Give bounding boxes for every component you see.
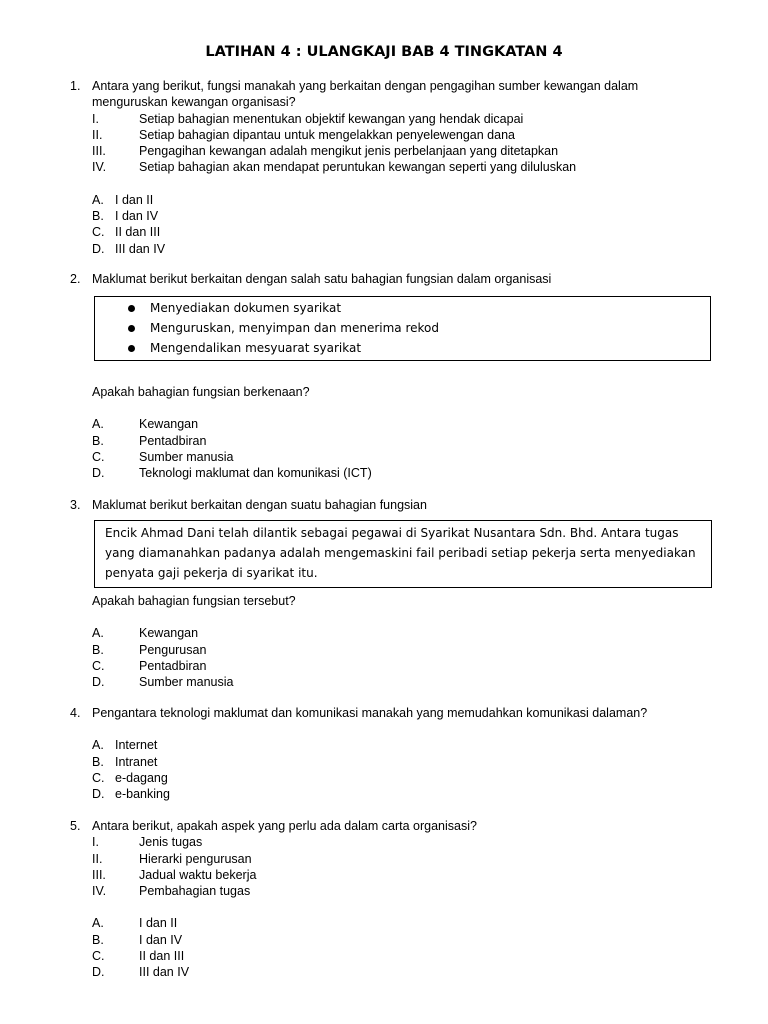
answer-option bbox=[92, 770, 710, 786]
option-text: Internet bbox=[115, 738, 158, 753]
question-stem bbox=[70, 78, 710, 111]
prompt-text: Apakah bahagian fungsian tersebut? bbox=[92, 594, 296, 608]
statement-label: III. bbox=[92, 867, 106, 882]
answer-option bbox=[92, 964, 710, 980]
option-text: Sumber manusia bbox=[139, 675, 234, 690]
statement-text: Jadual waktu bekerja bbox=[139, 867, 257, 882]
statement-text: Setiap bahagian dipantau untuk mengelakkan penyelewengan dana bbox=[139, 127, 515, 142]
option-text: Intranet bbox=[115, 754, 158, 769]
question-text: Pengantara teknologi maklumat dan komunikasi manakah yang memudahkan komunikasi dalaman? bbox=[92, 706, 648, 720]
statement-text: Pengagihan kewangan adalah mengikut jenis perbelanjaan yang ditetapkan bbox=[139, 144, 559, 159]
statement-text: Pembahagian tugas bbox=[139, 884, 251, 899]
question-3 bbox=[70, 497, 710, 513]
option-label: B. bbox=[92, 754, 104, 769]
info-box bbox=[94, 520, 712, 588]
statement-label: IV. bbox=[92, 884, 107, 899]
question-number: 5. bbox=[70, 819, 81, 833]
answer-option bbox=[92, 625, 710, 641]
option-label: B. bbox=[92, 433, 104, 448]
question-2 bbox=[70, 271, 710, 287]
question-prompt bbox=[70, 384, 710, 400]
answer-option bbox=[92, 948, 710, 964]
answer-option bbox=[92, 754, 710, 770]
option-label: C. bbox=[92, 770, 105, 785]
option-text: e-dagang bbox=[115, 770, 168, 785]
info-list-item bbox=[95, 338, 710, 358]
question-2-answers bbox=[70, 384, 710, 481]
answer-option bbox=[92, 915, 710, 931]
statement bbox=[92, 883, 710, 899]
answer-option bbox=[92, 737, 710, 753]
answer-option bbox=[92, 642, 710, 658]
option-label: A. bbox=[92, 192, 104, 207]
option-text: Kewangan bbox=[139, 417, 199, 432]
option-text: III dan IV bbox=[139, 965, 190, 980]
option-label: C. bbox=[92, 225, 105, 240]
option-label: D. bbox=[92, 466, 105, 481]
statement-label: I. bbox=[92, 835, 99, 850]
option-label: C. bbox=[92, 449, 105, 464]
question-4 bbox=[70, 705, 710, 802]
info-box bbox=[94, 296, 711, 361]
answer-option bbox=[92, 433, 710, 449]
statement bbox=[92, 867, 710, 883]
option-label: C. bbox=[92, 949, 105, 964]
statement bbox=[92, 159, 710, 175]
question-stem bbox=[70, 705, 710, 721]
info-list-item bbox=[95, 318, 710, 338]
option-label: D. bbox=[92, 965, 105, 980]
option-text: I dan II bbox=[139, 916, 178, 931]
statement bbox=[92, 834, 710, 850]
option-label: D. bbox=[92, 241, 105, 256]
answer-option bbox=[92, 465, 710, 481]
question-number: 4. bbox=[70, 706, 81, 720]
question-text: Antara berikut, apakah aspek yang perlu ada dalam carta organisasi? bbox=[92, 819, 477, 833]
question-text: Maklumat berikut berkaitan dengan salah satu bahagian fungsian dalam organisasi bbox=[92, 272, 552, 286]
option-text: III dan IV bbox=[115, 241, 166, 256]
option-label: A. bbox=[92, 626, 104, 641]
option-label: D. bbox=[92, 675, 105, 690]
question-number: 1. bbox=[70, 79, 81, 93]
statement bbox=[92, 143, 710, 159]
question-text: Antara yang berikut, fungsi manakah yang berkaitan dengan pengagihan sumber kewangan dalam menguruskan kewangan organisasi? bbox=[92, 79, 639, 110]
bullet-icon bbox=[128, 345, 135, 352]
prompt-text: Apakah bahagian fungsian berkenaan? bbox=[92, 385, 310, 399]
question-stem bbox=[70, 271, 710, 287]
answer-option bbox=[92, 224, 710, 240]
statement bbox=[92, 851, 710, 867]
option-label: C. bbox=[92, 658, 105, 673]
option-text: Teknologi maklumat dan komunikasi (ICT) bbox=[139, 466, 372, 481]
option-label: A. bbox=[92, 916, 104, 931]
answer-option bbox=[92, 674, 710, 690]
question-text: Maklumat berikut berkaitan dengan suatu bahagian fungsian bbox=[92, 498, 427, 512]
answer-option bbox=[92, 449, 710, 465]
option-text: I dan IV bbox=[139, 932, 183, 947]
info-paragraph: Encik Ahmad Dani telah dilantik sebagai pegawai di Syarikat Nusantara Sdn. Bhd. Antara tugas yang diamanahkan padanya adalah mengemaskini fail peribadi setiap pekerja serta menyediakan penyata gaji pekerja di syarikat itu. bbox=[105, 526, 696, 580]
option-label: A. bbox=[92, 738, 104, 753]
option-label: B. bbox=[92, 642, 104, 657]
question-5 bbox=[70, 818, 710, 981]
option-label: A. bbox=[92, 417, 104, 432]
question-number: 3. bbox=[70, 498, 81, 512]
bullet-icon bbox=[128, 305, 135, 312]
answer-option bbox=[92, 192, 710, 208]
option-label: B. bbox=[92, 209, 104, 224]
info-list-item bbox=[95, 298, 710, 318]
answer-option bbox=[92, 208, 710, 224]
statement-text: Jenis tugas bbox=[139, 835, 203, 850]
statement-label: II. bbox=[92, 127, 103, 142]
statement-text: Setiap bahagian menentukan objektif kewangan yang hendak dicapai bbox=[139, 111, 524, 126]
question-1 bbox=[70, 78, 710, 257]
statement-text: Setiap bahagian akan mendapat peruntukan kewangan seperti yang diluluskan bbox=[139, 160, 577, 175]
info-item-text: Mengendalikan mesyuarat syarikat bbox=[150, 341, 362, 355]
question-stem bbox=[70, 818, 710, 834]
question-3-answers bbox=[70, 593, 710, 690]
answer-option bbox=[92, 416, 710, 432]
option-text: I dan IV bbox=[115, 209, 159, 224]
statement-text: Hierarki pengurusan bbox=[139, 851, 252, 866]
option-text: Pengurusan bbox=[139, 642, 207, 657]
answer-option bbox=[92, 786, 710, 802]
statement bbox=[92, 111, 710, 127]
option-text: Pentadbiran bbox=[139, 433, 207, 448]
option-text: Sumber manusia bbox=[139, 449, 234, 464]
answer-option bbox=[92, 241, 710, 257]
statement-label: II. bbox=[92, 851, 103, 866]
option-text: II dan III bbox=[115, 225, 161, 240]
question-number: 2. bbox=[70, 272, 81, 286]
page-title: LATIHAN 4 : ULANGKAJI BAB 4 TINGKATAN 4 bbox=[205, 44, 563, 60]
answer-option bbox=[92, 932, 710, 948]
question-prompt bbox=[70, 593, 710, 609]
bullet-icon bbox=[128, 325, 135, 332]
option-label: B. bbox=[92, 932, 104, 947]
info-item-text: Menyediakan dokumen syarikat bbox=[150, 301, 342, 315]
answer-option bbox=[92, 658, 710, 674]
option-text: Kewangan bbox=[139, 626, 199, 641]
info-item-text: Menguruskan, menyimpan dan menerima rekod bbox=[150, 321, 439, 335]
option-text: I dan II bbox=[115, 192, 154, 207]
option-text: Pentadbiran bbox=[139, 658, 207, 673]
statement-label: IV. bbox=[92, 160, 107, 175]
option-text: II dan III bbox=[139, 949, 185, 964]
statement bbox=[92, 127, 710, 143]
question-stem bbox=[70, 497, 710, 513]
option-label: D. bbox=[92, 787, 105, 802]
statement-label: III. bbox=[92, 144, 106, 159]
statement-label: I. bbox=[92, 111, 99, 126]
option-text: e-banking bbox=[115, 787, 170, 802]
